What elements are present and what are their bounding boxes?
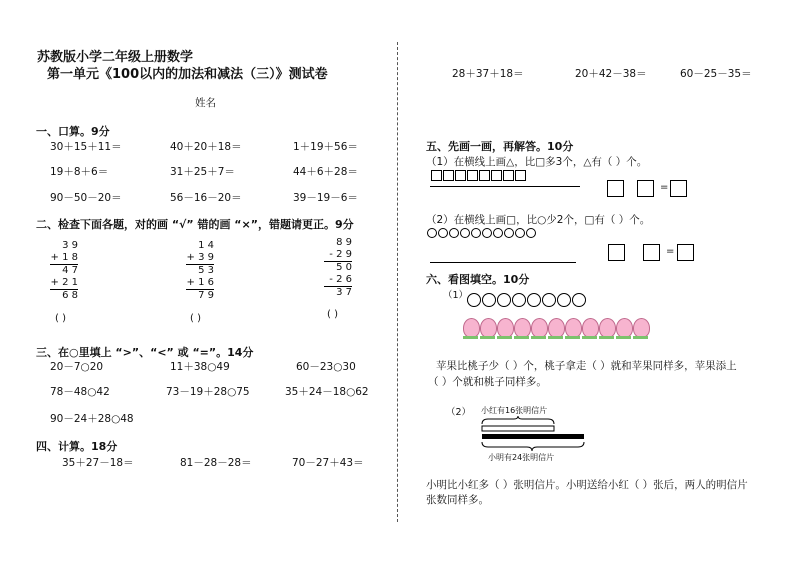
vertical-calc-3: 8 9 - 2 9 5 0 - 2 6 3 7 — [324, 237, 352, 299]
section-1-title: 一、口算。9分 — [36, 125, 110, 138]
oral-item: 90－50－20＝ — [50, 192, 122, 204]
name-label: 姓名 — [195, 97, 216, 109]
compare-item: 73－19＋28○75 — [166, 386, 250, 398]
figure-1-question-line2: （ ）个就和桃子同样多。 — [428, 376, 547, 388]
answer-paren: ( ) — [190, 313, 201, 324]
compare-item: 11＋38○49 — [170, 361, 230, 373]
vertical-calc-2: 1 4 + 3 9 5 3 + 1 6 7 9 — [186, 240, 214, 301]
equals-sign: = — [666, 246, 675, 257]
figure-1-label: （1） — [443, 290, 469, 301]
xiaohong-bar — [482, 426, 554, 431]
draw-line-1[interactable] — [430, 186, 580, 187]
bottom-brace — [482, 442, 584, 451]
figure-2-question-line2: 张数同样多。 — [426, 494, 489, 506]
answer-paren: ( ) — [55, 313, 66, 324]
draw-question-1: （1）在横线上画△，比□多3个，△有（ ）个。 — [426, 156, 648, 168]
oral-item: 56－16－20＝ — [170, 192, 242, 204]
calc-item: 35＋27－18＝ — [62, 457, 134, 469]
page-divider — [397, 42, 398, 522]
figure-2-label: （2） — [446, 407, 472, 418]
oral-item: 31＋25＋7＝ — [170, 166, 235, 178]
oral-item: 44＋6＋28＝ — [293, 166, 358, 178]
section-5-title: 五、先画一画，再解答。10分 — [426, 140, 574, 153]
doc-title-line2: 第一单元《100以内的加法和减法（三）》测试卷 — [47, 67, 328, 82]
compare-item: 20－7○20 — [50, 361, 104, 373]
brace-label-top: 小红有16张明信片 — [481, 406, 548, 415]
compare-item: 35＋24－18○62 — [285, 386, 369, 398]
oral-item: 40＋20＋18＝ — [170, 141, 242, 153]
figure-1-question-line1: 苹果比桃子少（ ）个，桃子拿走（ ）就和苹果同样多，苹果添上 — [436, 360, 737, 372]
answer-box[interactable] — [637, 180, 654, 197]
doc-title-line1: 苏教版小学二年级上册数学 — [37, 50, 194, 65]
calc-item: 70－27＋43＝ — [292, 457, 364, 469]
draw-question-2: （2）在横线上画□，比○少2个，□有（ ）个。 — [426, 214, 651, 226]
compare-item: 90－24＋28○48 — [50, 413, 134, 425]
oral-item: 39－19－6＝ — [293, 192, 358, 204]
answer-paren: ( ) — [327, 309, 338, 320]
section-2-title: 二、检查下面各题，对的画 “√” 错的画 “×”，错题请更正。9分 — [36, 218, 354, 231]
equals-sign: = — [660, 182, 669, 193]
compare-item: 78－48○42 — [50, 386, 110, 398]
calc-item: 81－28－28＝ — [180, 457, 252, 469]
answer-box[interactable] — [670, 180, 687, 197]
answer-box[interactable] — [677, 244, 694, 261]
figure-2-question-line1: 小明比小红多（ ）张明信片。小明送给小红（ ）张后，两人的明信片 — [426, 479, 748, 491]
draw-line-2[interactable] — [430, 262, 576, 263]
section-4-title: 四、计算。18分 — [36, 440, 118, 453]
calc-item: 60－25－35＝ — [680, 68, 752, 80]
postcard-bar-diagram — [478, 416, 588, 452]
section-3-title: 三、在○里填上 “>”、“<” 或 “=”。14分 — [36, 346, 254, 359]
oral-item: 30＋15＋11＝ — [50, 141, 122, 153]
compare-item: 60－23○30 — [296, 361, 356, 373]
answer-box[interactable] — [608, 244, 625, 261]
oral-item: 1＋19＋56＝ — [293, 141, 358, 153]
vertical-calc-1: 3 9 + 1 8 4 7 + 2 1 6 8 — [50, 240, 78, 301]
xiaoming-bar — [482, 434, 584, 439]
oral-item: 19＋8＋6＝ — [50, 166, 109, 178]
top-brace — [482, 416, 554, 424]
answer-box[interactable] — [607, 180, 624, 197]
section-6-title: 六、看图填空。10分 — [426, 273, 530, 286]
brace-label-bottom: 小明有24张明信片 — [488, 453, 555, 462]
answer-box[interactable] — [643, 244, 660, 261]
calc-item: 20＋42－38＝ — [575, 68, 647, 80]
calc-item: 28＋37＋18＝ — [452, 68, 524, 80]
